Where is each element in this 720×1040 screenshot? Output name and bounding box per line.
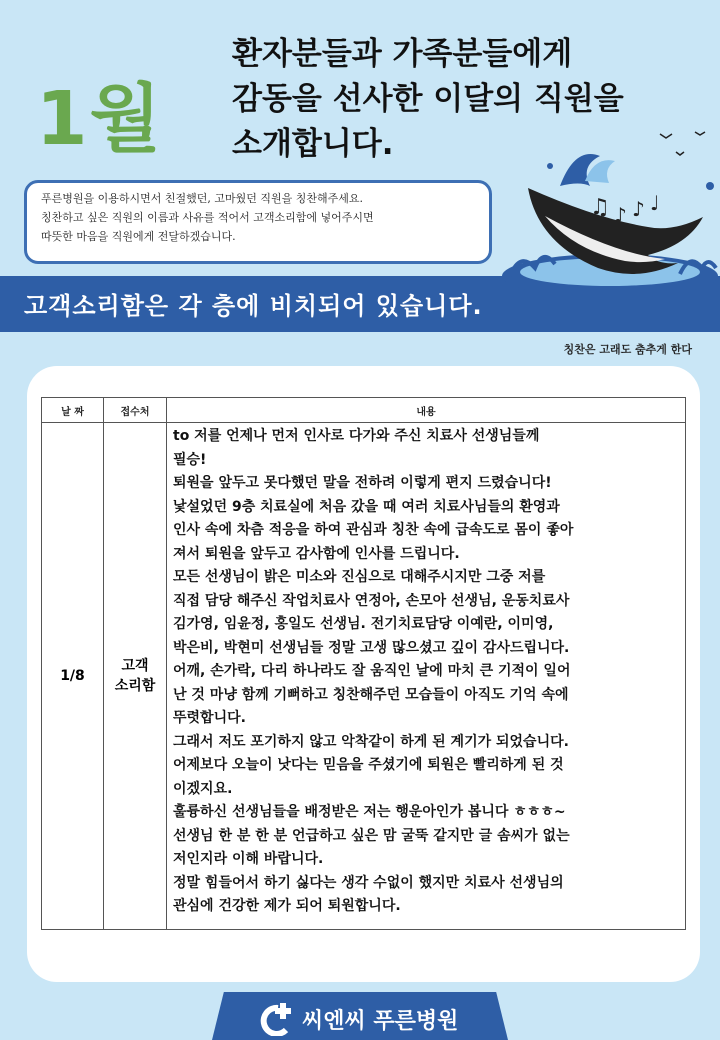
received-line: 고객 <box>121 658 149 674</box>
header-date: 날 짜 <box>42 398 104 423</box>
row-received <box>104 423 167 930</box>
intro-line: 푸른병원을 이용하시면서 친절했던, 고마웠던 직원을 칭찬해주세요. <box>41 192 364 205</box>
content-line: 훌륭하신 선생님들을 배정받은 저는 행운아인가 봅니다 ㅎㅎㅎ~ <box>173 804 566 820</box>
content-line: 그래서 저도 포기하지 않고 악착같이 하게 된 계기가 되었습니다. <box>173 733 569 750</box>
whale-illustration <box>490 126 720 316</box>
intro-line: 칭찬하고 싶은 직원의 이름과 사유를 적어서 고객소리함에 넣어주시면 <box>41 211 374 224</box>
slogan: 칭찬은 고래도 춤추게 한다 <box>563 343 692 356</box>
content-line: 인사 속에 차츰 적응을 하여 관심과 칭찬 속에 급속도로 몸이 좋아 <box>173 522 574 538</box>
row-date: 1/8 <box>42 423 104 930</box>
content-line: 모든 선생님이 밝은 미소와 진심으로 대해주시지만 그중 저를 <box>173 569 546 585</box>
content-line: to 저를 언제나 먼저 인사로 다가와 주신 치료사 선생님들께 <box>173 428 540 444</box>
table-header-row <box>42 398 686 423</box>
praise-table <box>41 397 686 930</box>
row-content <box>167 423 686 930</box>
header-content: 내용 <box>167 398 686 423</box>
content-line: 김가영, 임윤정, 홍일도 선생님. 전기치료담당 이예란, 이미영, <box>173 616 554 632</box>
content-line: 난 것 마냥 함께 기뻐하고 칭찬해주던 모습들이 아직도 기억 속에 <box>173 686 569 703</box>
content-line: 정말 힘들어서 하기 싫다는 생각 수없이 했지만 치료사 선생님의 <box>173 874 564 891</box>
banner-text: 고객소리함은 각 층에 비치되어 있습니다. <box>24 292 483 320</box>
hospital-logo-icon <box>256 1000 296 1036</box>
content-line: 어깨, 손가락, 다리 하나라도 잘 움직인 날에 마치 큰 기적이 일어 <box>173 663 571 679</box>
hospital-name: 씨엔씨 푸른병원 <box>302 1009 459 1034</box>
content-line: 어제보다 오늘이 낫다는 믿음을 주셨기에 퇴원은 빨리하게 된 것 <box>173 757 564 773</box>
intro-box <box>24 180 492 264</box>
intro-line: 따뜻한 마음을 직원에게 전달하겠습니다. <box>41 230 236 243</box>
content-line: 관심에 건강한 제가 되어 퇴원합니다. <box>173 898 401 914</box>
content-line: 이겠지요. <box>173 780 233 797</box>
content-line: 직접 담당 해주신 작업치료사 연정아, 손모아 선생님, 운동치료사 <box>173 592 570 609</box>
headline-line: 소개합니다. <box>232 126 394 162</box>
content-line: 필승! <box>173 451 207 468</box>
svg-text:♩: ♩ <box>650 191 660 215</box>
svg-text:♪: ♪ <box>632 197 645 221</box>
svg-text:♫: ♫ <box>590 195 610 220</box>
headline-line: 환자분들과 가족분들에게 <box>232 36 573 72</box>
headline-line: 감동을 선사한 이달의 직원을 <box>232 81 624 117</box>
content-line: 저인지라 이해 바랍니다. <box>173 851 324 867</box>
content-line: 뚜렷합니다. <box>173 710 246 726</box>
content-line: 낯설었던 9층 치료실에 처음 갔을 때 여러 치료사님들의 환영과 <box>173 498 560 515</box>
month-title: 1월 <box>36 76 163 162</box>
content-line: 박은비, 박현미 선생님들 정말 고생 많으셨고 깊이 감사드립니다. <box>173 639 570 656</box>
content-line: 퇴원을 앞두고 못다했던 말을 전하려 이렇게 편지 드렸습니다! <box>173 475 552 491</box>
table-row <box>42 423 686 930</box>
header-received: 접수처 <box>104 398 167 423</box>
received-line: 소리함 <box>114 678 156 694</box>
content-line: 선생님 한 분 한 분 언급하고 싶은 맘 굴뚝 같지만 글 솜씨가 없는 <box>173 827 570 844</box>
content-line: 져서 퇴원을 앞두고 감사함에 인사를 드립니다. <box>173 545 460 562</box>
svg-text:♪: ♪ <box>614 203 627 227</box>
